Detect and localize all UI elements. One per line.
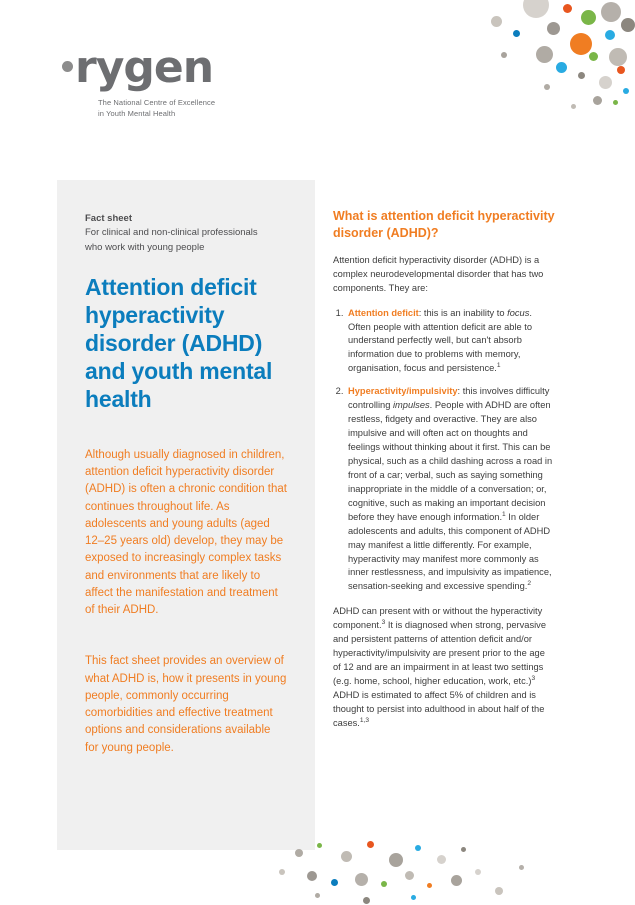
- decorative-dot: [461, 847, 466, 852]
- orygen-logo: [62, 42, 302, 120]
- component-text-before: : this is an inability to: [418, 307, 508, 318]
- component-italic: impulses: [392, 400, 430, 411]
- decorative-dot: [363, 897, 370, 904]
- decorative-dot: [279, 869, 285, 875]
- decorative-dot: [315, 893, 320, 898]
- footnote-marker: 1: [496, 362, 501, 370]
- component-italic: focus: [507, 307, 530, 318]
- decorative-dot: [331, 879, 338, 886]
- footnote-marker: 1,3: [359, 716, 370, 724]
- left-panel: [57, 180, 315, 850]
- closing-part-3: ADHD is estimated to affect 5% of children and is thought to persist into adulthood in about half of the cases.: [333, 689, 545, 728]
- decorative-dot: [491, 16, 502, 27]
- component-term: Attention deficit: [348, 307, 419, 318]
- closing-paragraph: [333, 605, 555, 730]
- footnote-marker: 1: [502, 510, 506, 518]
- footnote-marker: 2: [527, 580, 532, 588]
- decorative-dot: [621, 18, 635, 32]
- audience-line-1: For clinical and non-clinical professionals: [85, 227, 258, 239]
- decorative-dot: [405, 871, 414, 880]
- logo-wordmark: [62, 42, 302, 93]
- decorative-dot: [519, 865, 524, 870]
- logo-word-text: rygen: [75, 42, 214, 93]
- logo-tagline-line2: in Youth Mental Health: [98, 108, 176, 118]
- component-text-before: : this involves difficulty controlling: [348, 386, 550, 411]
- decorative-dots-top: [405, 0, 635, 130]
- decorative-dot: [295, 849, 303, 857]
- page-title: Attention deficit hyperactivity disorder (ADHD) and youth mental health: [85, 273, 273, 412]
- lead-paragraph-1: Although usually diagnosed in children, attention deficit hyperactivity disorder (ADHD) is often a chronic condition that continues throughout life. As adolescents and young adults (aged 12–25 years old) develop, they may be exposed to increasingly complex tasks and environments that are likely to affect the manifestation and treatment of their ADHD.: [85, 448, 287, 617]
- decorative-dot: [556, 62, 567, 73]
- decorative-dot: [317, 843, 322, 848]
- closing-part-1: ADHD can present with or without the hyperactivity component.: [333, 606, 543, 631]
- decorative-dot: [415, 845, 421, 851]
- logo-tagline-line1: The National Centre of Excellence: [98, 98, 216, 107]
- audience-description: [85, 226, 287, 255]
- decorative-dot: [355, 873, 368, 886]
- list-item: [346, 385, 555, 594]
- decorative-dot: [547, 22, 560, 35]
- decorative-dot: [599, 76, 612, 89]
- decorative-dot: [589, 52, 598, 61]
- footnote-marker: 3: [531, 674, 536, 682]
- decorative-dot: [578, 72, 585, 79]
- decorative-dot: [536, 46, 553, 63]
- decorative-dot: [523, 0, 549, 18]
- fact-sheet-label: Fact sheet: [85, 213, 132, 224]
- decorative-dot: [570, 33, 592, 55]
- audience-line-2: who work with young people: [85, 241, 205, 253]
- decorative-dot: [593, 96, 602, 105]
- decorative-dot: [381, 881, 387, 887]
- decorative-dot: [495, 887, 503, 895]
- lead-paragraph-2: This fact sheet provides an overview of what ADHD is, how it presents in young people, commonly occurring comorbidities and effective treatment options and considerations available for young people.: [85, 655, 287, 754]
- adhd-components-list: [333, 307, 555, 595]
- component-text-tail: In older adolescents and adults, this component of ADHD may manifest a little differently. For example, hyperactivity may manifest more commonly as inner restlessness, and impulsivity as impatience, sensation-seeking and excessive spending.: [348, 511, 552, 592]
- decorative-dot: [367, 841, 374, 848]
- decorative-dot: [307, 871, 317, 881]
- decorative-dot: [451, 875, 462, 886]
- decorative-dot: [544, 84, 550, 90]
- decorative-dot: [571, 104, 576, 109]
- decorative-dot: [563, 4, 572, 13]
- decorative-dot: [623, 88, 629, 94]
- component-term: Hyperactivity/impulsivity: [348, 386, 458, 397]
- decorative-dot: [513, 30, 520, 37]
- list-item: [346, 307, 555, 377]
- decorative-dot: [437, 855, 446, 864]
- decorative-dot: [341, 851, 352, 862]
- decorative-dot: [427, 883, 432, 888]
- decorative-dot: [389, 853, 403, 867]
- decorative-dot: [475, 869, 481, 875]
- component-text-after: . People with ADHD are often restless, fidgety and overactive. They are also impulsive and will often act on thoughts and feelings without thinking about it first. This can be physical, such as a child dashing across a road in front of a car; verbal, such as saying something inappropriate in the middle of a conversation; or, cognitive, such as making an important decision before they have enough information.: [348, 400, 553, 522]
- decorative-dot: [605, 30, 615, 40]
- section-intro: Attention deficit hyperactivity disorder (ADHD) is a complex neurodevelopmental disorder that has two components. They are:: [333, 254, 544, 293]
- decorative-dot: [581, 10, 596, 25]
- decorative-dot: [411, 895, 416, 900]
- decorative-dot: [613, 100, 618, 105]
- decorative-dot: [501, 52, 507, 58]
- section-heading: What is attention deficit hyperactivity disorder (ADHD)?: [333, 209, 555, 240]
- logo-tagline: [98, 98, 302, 120]
- component-text-after: . Often people with attention deficit are able to understand perfectly well, but can't absorb information due to problems with memory, organisation, focus and persistence.: [348, 307, 532, 374]
- footnote-marker: 3: [381, 619, 386, 627]
- closing-part-2: It is diagnosed when strong, pervasive and persistent patterns of attention deficit and/or hyperactivity/impulsivity are present prior to the age of 12 and are an impairment in at least two settings (e.g. home, school, higher education, work, etc.): [333, 620, 546, 686]
- decorative-dot: [617, 66, 625, 74]
- right-panel: [333, 208, 555, 742]
- decorative-dot: [609, 48, 627, 66]
- decorative-dot: [601, 2, 621, 22]
- logo-dot-icon: [62, 61, 73, 72]
